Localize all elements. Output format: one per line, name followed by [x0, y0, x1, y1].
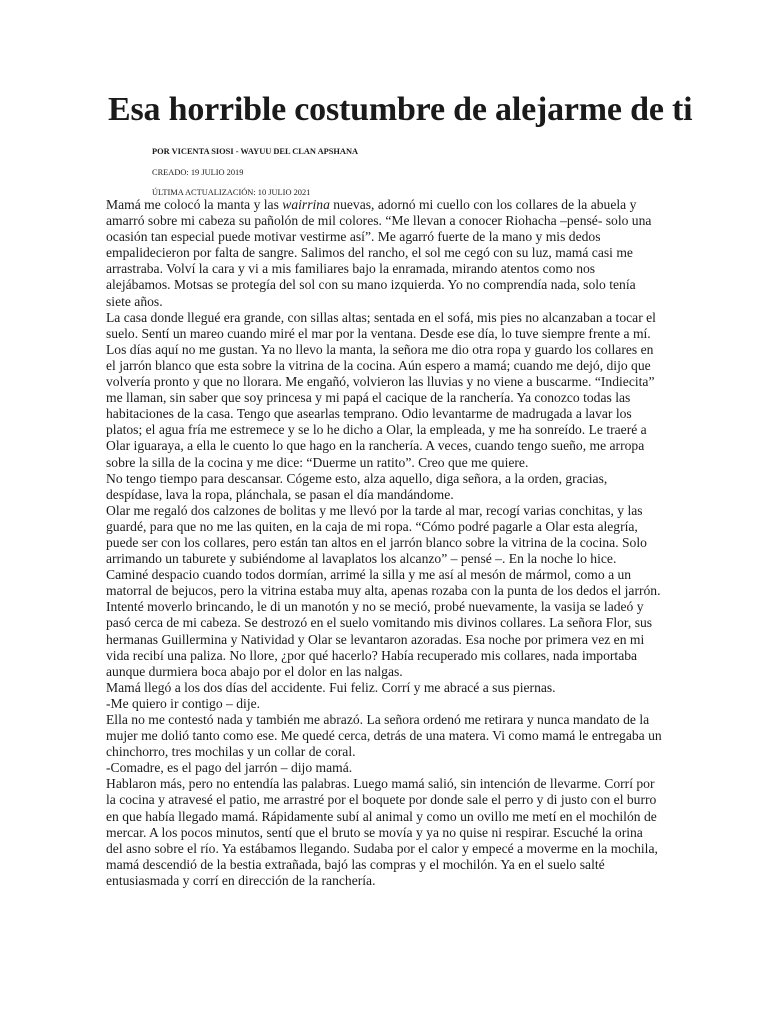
paragraph-7: Ella no me contestó nada y también me abrazó. La señora ordenó me retirara y nunca mandato de la mujer me dolió tanto como ese. Me quedé cerca, detrás de una matera. Vi como mamá le entregaba un chinchorro, tres mochilas y un collar de coral. — [106, 712, 662, 760]
article-body — [106, 197, 662, 889]
paragraph-1 — [106, 197, 662, 310]
paragraph-6: -Me quiero ir contigo – dije. — [106, 695, 261, 711]
author-byline: POR VICENTA SIOSI - WAYUU DEL CLAN APSHANA — [152, 147, 359, 156]
created-date: CREADO: 19 JULIO 2019 — [152, 168, 244, 177]
paragraph-1-start: Mamá me colocó la manta y las — [106, 197, 283, 212]
italic-word: wairrina — [282, 197, 330, 212]
paragraph-5: Mamá llegó a los dos días del accidente. Fui feliz. Corrí y me abracé a sus piernas. — [106, 679, 556, 695]
paragraph-1-rest: nuevas, adornó mi cuello con los collares de la abuela y amarró sobre mi cabeza su pañolón de mil colores. “Me llevan a conocer Riohacha –pensé- solo una ocasión tan especial puede motivar vestirme así”. Me agarró fuerte de la mano y mis dedos empalidecieron por falta de sangre. Salimos del rancho, el sol me cegó con su luz, mamá casi me arrastraba. Volví la cara y vi a mis familiares bajo la enramada, mirando atentos como nos alejábamos. Motsas se protegía del sol con su mano izquierda. Yo no comprendía nada, solo tenía siete años. — [106, 197, 652, 309]
paragraph-8: -Comadre, es el pago del jarrón – dijo mamá. — [106, 760, 353, 776]
paragraph-2: La casa donde llegué era grande, con sillas altas; sentada en el sofá, mis pies no alcanzaban a tocar el suelo. Sentí un mareo cuando miré el mar por la ventana. Desde ese día, lo tuve siempre frente a mí. Los días aquí no me gustan. Ya no llevo la manta, la señora me dio otra ropa y guardo los collares en el jarrón blanco que esta sobre la vitrina de la cocina. Aún espero a mamá; cuando me dejó, dijo que volvería pronto y que no llorara. Me engañó, volvieron las lluvias y no viene a buscarme. “Indiecita” me llaman, sin saber que soy princesa y mi papá el cacique de la ranchería. Ya conozco todas las habitaciones de la casa. Tengo que asearlas temprano. Odio levantarme de madrugada a lavar los platos; el agua fría me estremece y se lo he dicho a Olar, la empleada, y me ha sonreído. Le traeré a Olar iguaraya, a ella le cuento lo que hago en la ranchería. A veces, cuando tengo sueño, me arropa sobre la silla de la cocina y me dice: “Duerme un ratito”. Creo que me quiere. — [106, 309, 656, 470]
article-title: Esa horrible costumbre de alejarme de ti — [108, 91, 693, 128]
paragraph-3: No tengo tiempo para descansar. Cógeme esto, alza aquello, diga señora, a la orden, gracias, despídase, lava la ropa, plánchala, se pasan el día mandándome. — [106, 470, 608, 502]
paragraph-9: Hablaron más, pero no entendía las palabras. Luego mamá salió, sin intención de llevarme. Corrí por la cocina y atravesé el patio, me arrastré por el boquete por donde sale el perro y di justo con el burro en que había llegado mamá. Rápidamente subí al animal y como un ovillo me metí en el mochilón de mercar. A los pocos minutos, sentí que el bruto se movía y ya no quise ni respirar. Escuché la orina del asno sobre el río. Ya estábamos llegando. Sudaba por el calor y empecé a moverme en la mochila, mamá descendió de la bestia extrañada, bajó las compras y el mochilón. Ya en el suelo salté entusiasmada y corrí en dirección de la ranchería. — [106, 776, 658, 888]
updated-date: ÚLTIMA ACTUALIZACIÓN: 10 JULIO 2021 — [152, 188, 311, 197]
paragraph-4: Olar me regaló dos calzones de bolitas y me llevó por la tarde al mar, recogí varias conchitas, y las guardé, para que no me las quiten, en la caja de mi ropa. “Cómo podré pagarle a Olar esta alegría, puede ser con los collares, pero están tan altos en el jarrón blanco sobre la vitrina de la cocina. Solo arrimando un taburete y subiéndome al lavaplatos los alcanzo” – pensé –. En la noche lo hice. Caminé despacio cuando todos dormían, arrimé la silla y me así al mesón de mármol, como a un matorral de bejucos, pero la vitrina estaba muy alta, apenas rozaba con la punta de los dedos el jarrón. Intenté moverlo brincando, le di un manotón y no se meció, probé nuevamente, la vasija se ladeó y pasó cerca de mi cabeza. Se destrozó en el suelo vomitando mis divinos collares. La señora Flor, sus hermanas Guillermina y Natividad y Olar se levantaron azoradas. Esa noche por primera vez en mi vida recibí una paliza. No llore, ¿por qué hacerlo? Había recuperado mis collares, nada importaba aunque durmiera boca abajo por el dolor en las nalgas. — [106, 502, 661, 679]
